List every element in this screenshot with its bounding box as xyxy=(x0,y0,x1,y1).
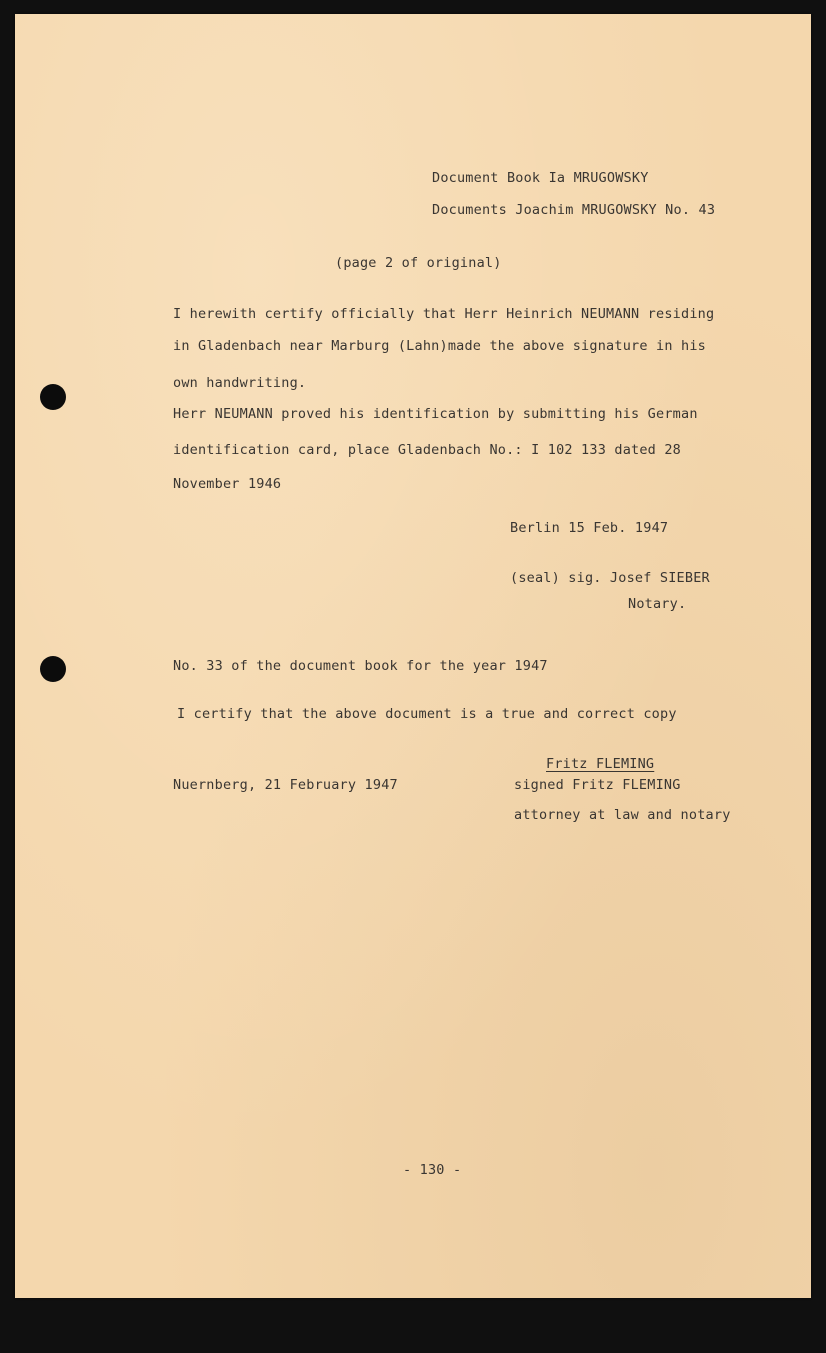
punch-hole-bottom xyxy=(40,656,66,682)
body-line: own handwriting. xyxy=(173,375,307,391)
paper-sheet xyxy=(15,14,811,1298)
page-of-original-note: (page 2 of original) xyxy=(335,255,502,271)
punch-hole-top xyxy=(40,384,66,410)
document-book-line: Document Book Ia MRUGOWSKY xyxy=(432,170,649,186)
body-line: identification card, place Gladenbach No.: I 102 133 dated 28 xyxy=(173,442,681,458)
body-line: Herr NEUMANN proved his identification by submitting his German xyxy=(173,406,698,422)
attestation-signature-name: Fritz FLEMING xyxy=(546,756,655,772)
notary-signature: (seal) sig. Josef SIEBER xyxy=(510,570,710,586)
body-line: November 1946 xyxy=(173,476,282,492)
body-line: in Gladenbach near Marburg (Lahn)made the above signature in his xyxy=(173,338,706,354)
notary-title: Notary. xyxy=(628,596,687,612)
document-number-line: No. 33 of the document book for the year 1947 xyxy=(173,658,548,674)
page-number: - 130 - xyxy=(403,1162,462,1178)
notary-place-date: Berlin 15 Feb. 1947 xyxy=(510,520,669,536)
body-line: I herewith certify officially that Herr Heinrich NEUMANN residing xyxy=(173,306,715,322)
documents-line: Documents Joachim MRUGOWSKY No. 43 xyxy=(432,202,716,218)
attestation-signed-line: signed Fritz FLEMING xyxy=(514,777,681,793)
attestation-place-date: Nuernberg, 21 February 1947 xyxy=(173,777,398,793)
certification-line: I certify that the above document is a true and correct copy xyxy=(177,706,677,722)
attestation-title: attorney at law and notary xyxy=(514,807,731,823)
